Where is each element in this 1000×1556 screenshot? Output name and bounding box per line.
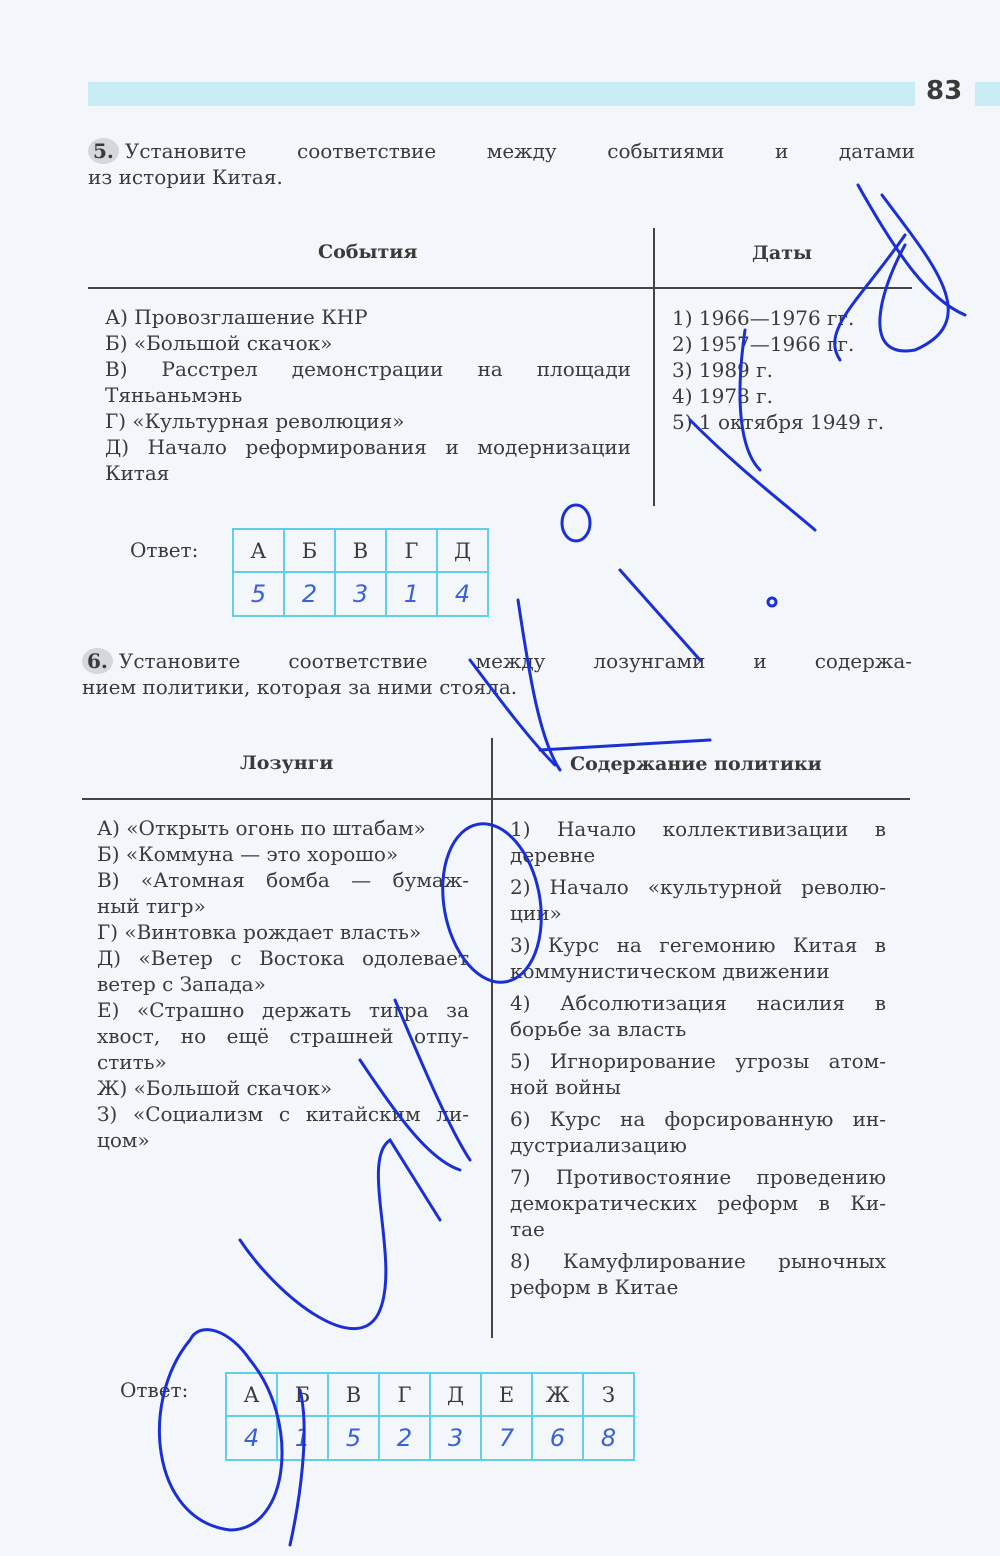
task5-number: 5. bbox=[88, 138, 119, 164]
divider bbox=[82, 798, 910, 800]
task5-title bbox=[88, 138, 915, 190]
task6-col-slogans: Лозунги bbox=[240, 752, 334, 774]
answer-value-cell[interactable]: 5 bbox=[233, 572, 284, 616]
task6-title-line: Установите соответствие между лозунгами и содержа- bbox=[118, 649, 912, 673]
item-line: 6) Курс на форсированную ин- bbox=[510, 1107, 886, 1131]
scribble-stroke bbox=[858, 185, 965, 315]
answer-letter-cell: Д bbox=[437, 529, 488, 572]
item-line: дустриализацию bbox=[510, 1133, 687, 1157]
divider bbox=[88, 287, 912, 289]
answer-letter-cell: А bbox=[226, 1373, 277, 1416]
scribble-stroke bbox=[562, 505, 590, 541]
scribble-stroke bbox=[620, 570, 700, 660]
answer-value-cell[interactable]: 6 bbox=[532, 1416, 583, 1460]
answer-value-cell[interactable]: 3 bbox=[430, 1416, 481, 1460]
answer-letter-cell: В bbox=[328, 1373, 379, 1416]
answer-value-cell[interactable]: 4 bbox=[226, 1416, 277, 1460]
item-line: тае bbox=[510, 1217, 545, 1241]
answer-letter-cell: Б bbox=[284, 529, 335, 572]
answer-letter-cell: Д bbox=[430, 1373, 481, 1416]
item-line: 1) Начало коллективизации в bbox=[510, 817, 886, 841]
slogan-item bbox=[97, 997, 469, 1075]
slogan-item bbox=[97, 867, 469, 919]
page-number: 83 bbox=[926, 76, 963, 106]
item-line: 3) Курс на гегемонию Китая в bbox=[510, 933, 886, 957]
slogan-item bbox=[97, 1101, 469, 1153]
item-line: В) Расстрел демонстрации на площади bbox=[105, 357, 631, 381]
policie-item bbox=[510, 1048, 886, 1100]
slogan-item bbox=[97, 841, 469, 867]
policie-item bbox=[510, 932, 886, 984]
answer-letter-cell: А bbox=[233, 529, 284, 572]
policie-item bbox=[510, 1164, 886, 1242]
header-bar bbox=[88, 82, 915, 106]
item-line: стить» bbox=[97, 1050, 167, 1074]
answer-value-cell[interactable]: 8 bbox=[583, 1416, 634, 1460]
divider bbox=[653, 228, 655, 506]
answer-letter-cell: З bbox=[583, 1373, 634, 1416]
task6-policies-list bbox=[510, 816, 886, 1306]
answer-value-cell[interactable]: 2 bbox=[379, 1416, 430, 1460]
date-item: 1) 1966—1976 гг. bbox=[672, 306, 855, 330]
answer-letter-cell: Е bbox=[481, 1373, 532, 1416]
date-item: 5) 1 октября 1949 г. bbox=[672, 410, 885, 434]
task5-events-list bbox=[105, 304, 631, 486]
item-line: 8) Камуфлирование рыночных bbox=[510, 1249, 886, 1273]
scribble-stroke bbox=[768, 598, 776, 606]
item-line: 7) Противостояние проведению bbox=[510, 1165, 886, 1189]
slogan-item bbox=[97, 815, 469, 841]
answer-value-cell[interactable]: 1 bbox=[386, 572, 437, 616]
item-line: цом» bbox=[97, 1128, 150, 1152]
item-line: борьбе за власть bbox=[510, 1017, 687, 1041]
item-line: ции» bbox=[510, 901, 562, 925]
date-item: 2) 1957—1966 гг. bbox=[672, 332, 855, 356]
scribble-stroke bbox=[240, 1140, 440, 1329]
item-line: Г) «Винтовка рождает власть» bbox=[97, 920, 422, 944]
task6-title bbox=[82, 648, 912, 700]
item-line: ветер с Запада» bbox=[97, 972, 266, 996]
task5-col-dates: Даты bbox=[752, 242, 813, 264]
item-line: 5) Игнорирование угрозы атом- bbox=[510, 1049, 886, 1073]
date-item: 3) 1989 г. bbox=[672, 358, 773, 382]
policie-item bbox=[510, 1106, 886, 1158]
answer-value-cell[interactable]: 7 bbox=[481, 1416, 532, 1460]
task6-col-policy: Содержание политики bbox=[570, 753, 822, 775]
answer-value-cell[interactable]: 1 bbox=[277, 1416, 328, 1460]
answer-value-cell[interactable]: 2 bbox=[284, 572, 335, 616]
policie-item bbox=[510, 874, 886, 926]
task5-dates-list bbox=[672, 305, 884, 435]
item-line: Б) «Коммуна — это хорошо» bbox=[97, 842, 399, 866]
scribble-stroke bbox=[540, 740, 710, 750]
task6-number: 6. bbox=[82, 648, 113, 674]
date-item: 4) 1978 г. bbox=[672, 384, 773, 408]
item-line: ный тигр» bbox=[97, 894, 206, 918]
item-line: хвост, но ещё страшней отпу- bbox=[97, 1024, 469, 1048]
policie-item bbox=[510, 1248, 886, 1300]
divider bbox=[491, 738, 493, 1338]
answer-letter-cell: Г bbox=[386, 529, 437, 572]
item-line: Д) Начало реформирования и модернизации bbox=[105, 435, 631, 459]
event-item bbox=[105, 408, 631, 434]
item-line: Китая bbox=[105, 461, 170, 485]
slogan-item bbox=[97, 1075, 469, 1101]
answer-letter-cell: Б bbox=[277, 1373, 328, 1416]
item-line: Д) «Ветер с Востока одолевает bbox=[97, 946, 469, 970]
event-item bbox=[105, 304, 631, 330]
item-line: З) «Социализм с китайским ли- bbox=[97, 1102, 469, 1126]
item-line: ной войны bbox=[510, 1075, 621, 1099]
item-line: реформ в Китае bbox=[510, 1275, 679, 1299]
task5-title-line: Установите соответствие между событиями и датами bbox=[124, 139, 915, 163]
answer-letter-cell: Ж bbox=[532, 1373, 583, 1416]
slogan-item bbox=[97, 945, 469, 997]
task6-answer-table bbox=[225, 1372, 635, 1461]
answer-value-cell[interactable]: 4 bbox=[437, 572, 488, 616]
item-line: Е) «Страшно держать тигра за bbox=[97, 998, 469, 1022]
task6-title-line: нием политики, которая за ними стояла. bbox=[82, 675, 518, 699]
item-line: демократических реформ в Ки- bbox=[510, 1191, 886, 1215]
item-line: В) «Атомная бомба — бумаж- bbox=[97, 868, 469, 892]
task6-slogans-list bbox=[97, 815, 469, 1153]
item-line: Тяньаньмэнь bbox=[105, 383, 243, 407]
item-line: 2) Начало «культурной револю- bbox=[510, 875, 886, 899]
header-bar-right bbox=[975, 82, 1000, 106]
scribble-stroke bbox=[880, 195, 948, 351]
scribble-stroke bbox=[690, 420, 815, 530]
answer-letter-cell: В bbox=[335, 529, 386, 572]
task5-answer-table bbox=[232, 528, 489, 617]
answer-letter-cell: Г bbox=[379, 1373, 430, 1416]
task6-answer-label: Ответ: bbox=[120, 1378, 189, 1402]
item-line: А) Провозглашение КНР bbox=[105, 305, 368, 329]
answer-value-cell[interactable]: 3 bbox=[335, 572, 386, 616]
slogan-item bbox=[97, 919, 469, 945]
item-line: коммунистическом движении bbox=[510, 959, 830, 983]
task5-col-events: События bbox=[318, 241, 418, 263]
event-item bbox=[105, 330, 631, 356]
policie-item bbox=[510, 990, 886, 1042]
event-item bbox=[105, 356, 631, 408]
answer-value-cell[interactable]: 5 bbox=[328, 1416, 379, 1460]
item-line: Г) «Культурная революция» bbox=[105, 409, 405, 433]
event-item bbox=[105, 434, 631, 486]
item-line: 4) Абсолютизация насилия в bbox=[510, 991, 886, 1015]
item-line: Ж) «Большой скачок» bbox=[97, 1076, 333, 1100]
item-line: А) «Открыть огонь по штабам» bbox=[97, 816, 426, 840]
policie-item bbox=[510, 816, 886, 868]
item-line: деревне bbox=[510, 843, 596, 867]
item-line: Б) «Большой скачок» bbox=[105, 331, 333, 355]
task5-title-line: из истории Китая. bbox=[88, 165, 283, 189]
task5-answer-label: Ответ: bbox=[130, 538, 199, 562]
